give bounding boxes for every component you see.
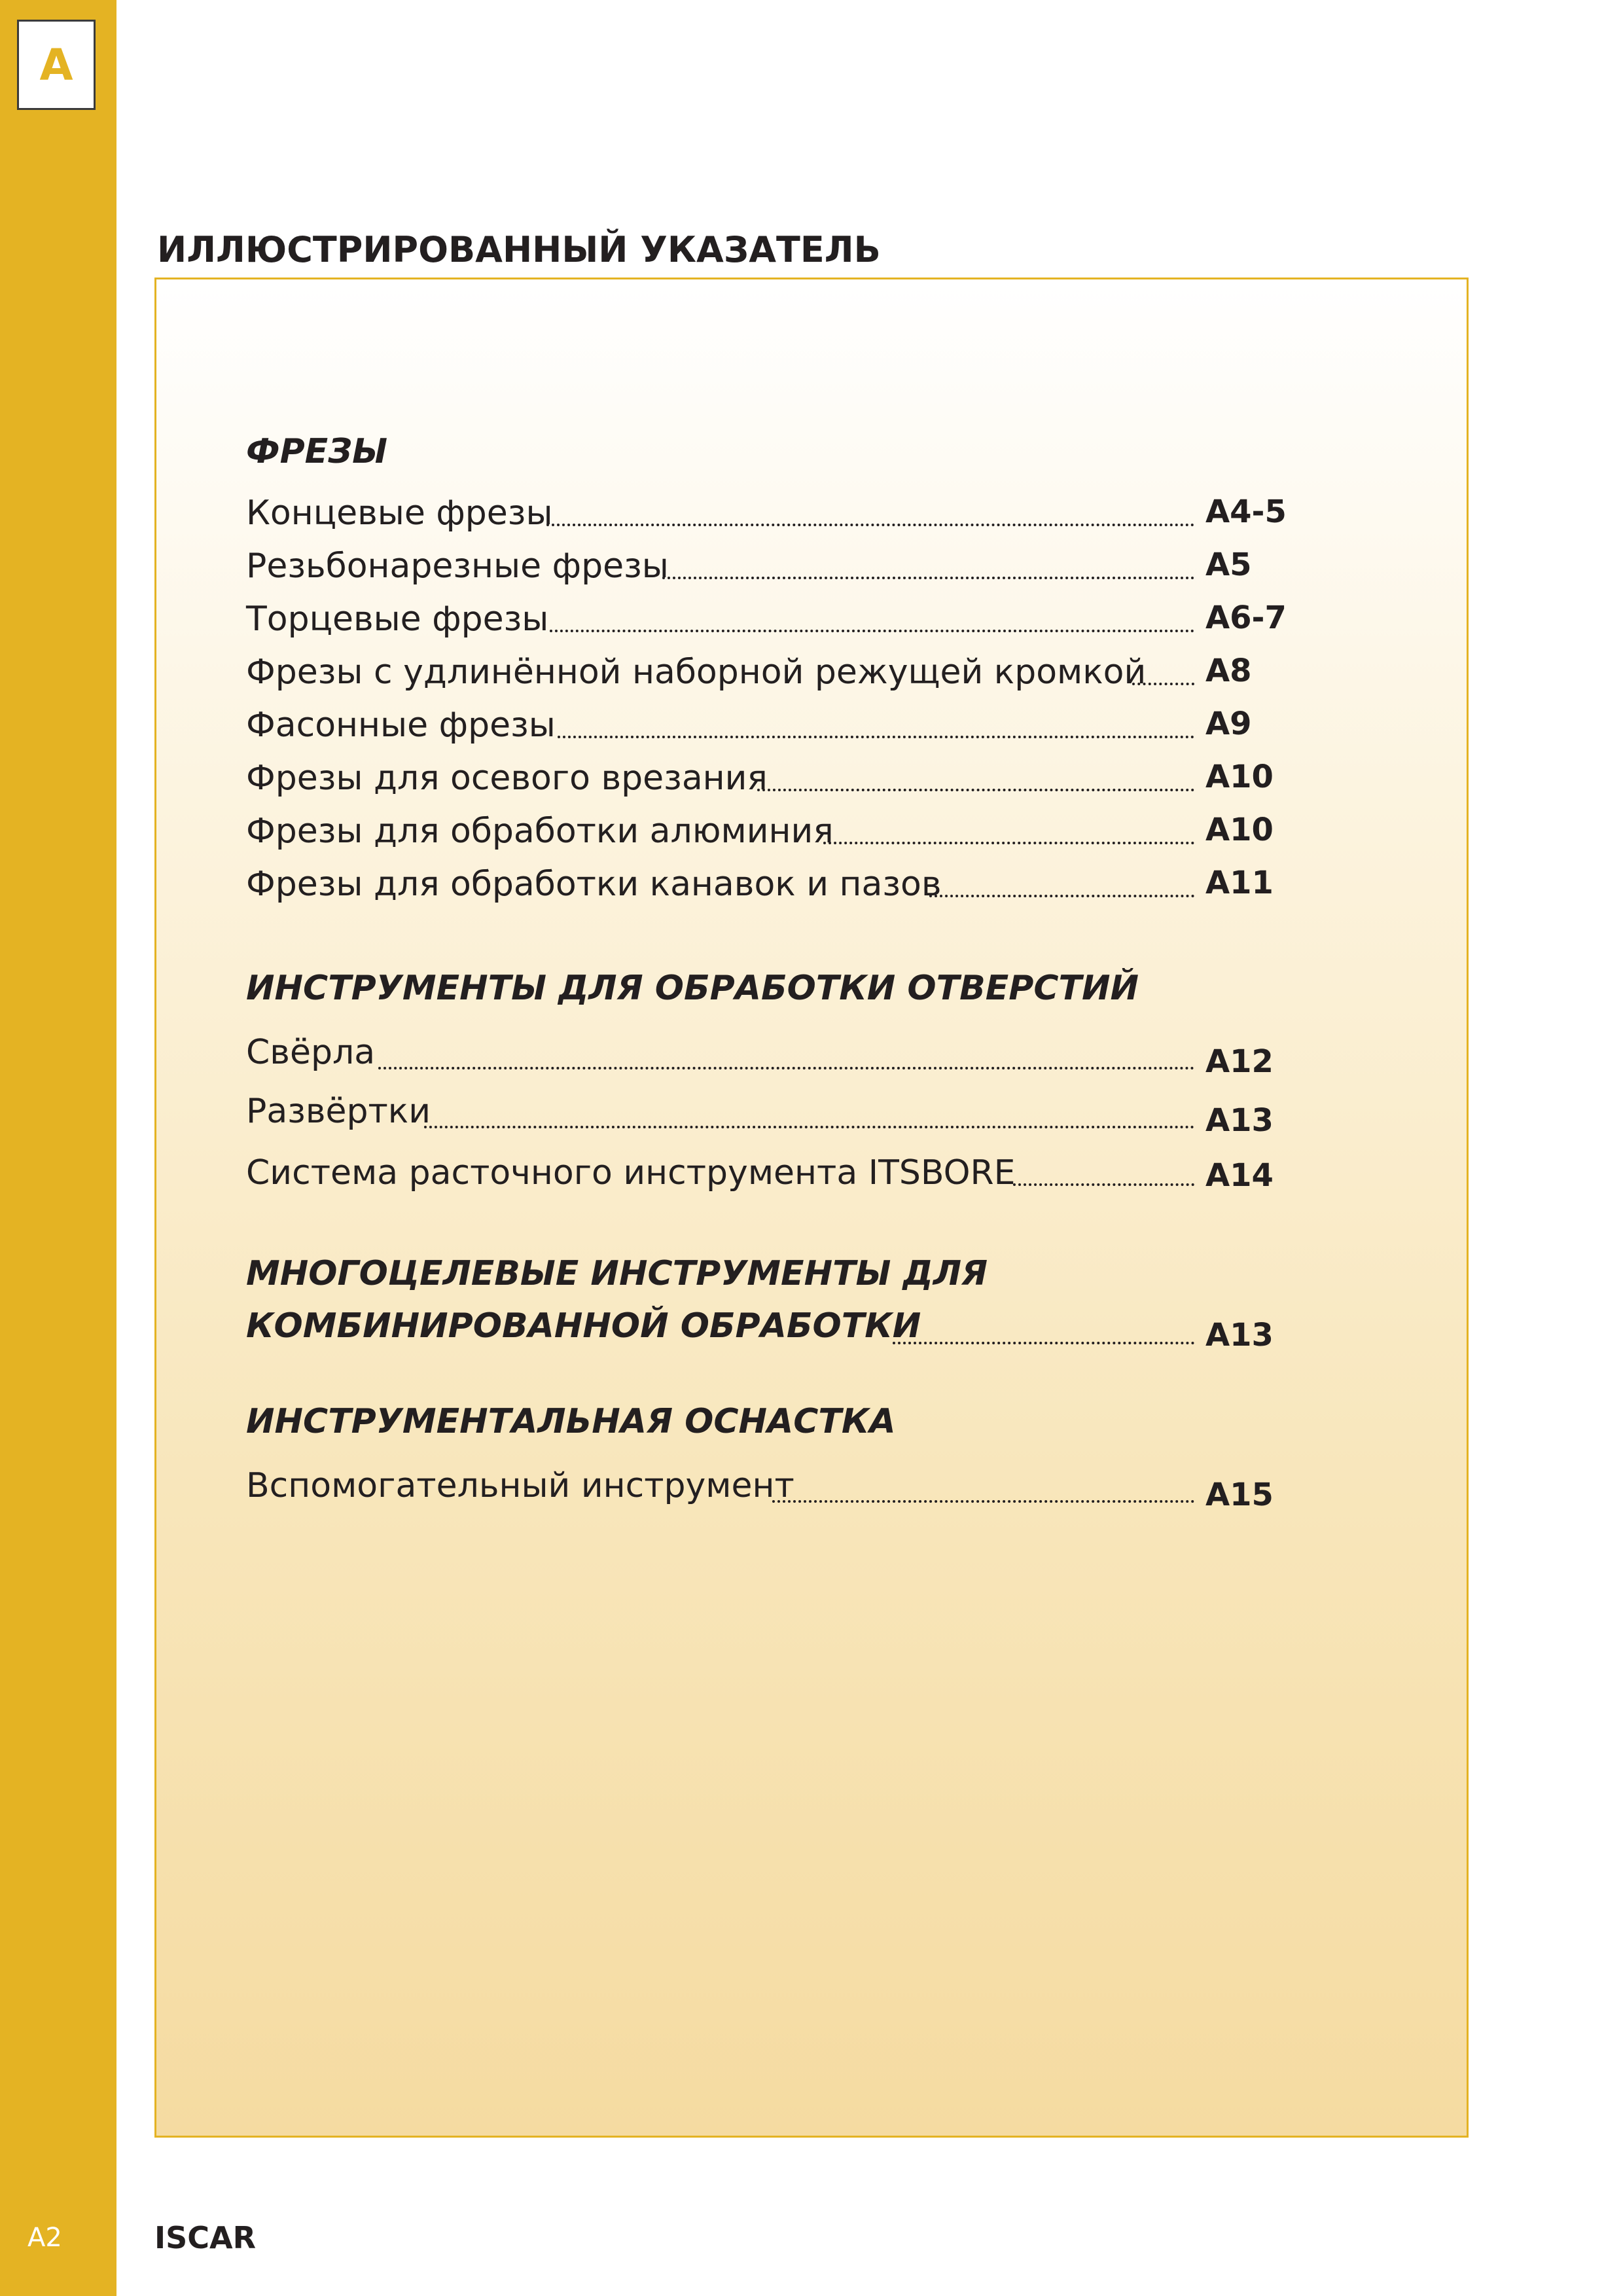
footer-page-number: A2	[27, 2223, 62, 2253]
dot-leader	[823, 842, 1194, 844]
index-entry-page[interactable]: A13	[1205, 1317, 1274, 1354]
section-heading-tooling: ИНСТРУМЕНТАЛЬНАЯ ОСНАСТКА	[246, 1402, 896, 1441]
page-title: ИЛЛЮСТРИРОВАННЫЙ УКАЗАТЕЛЬ	[157, 229, 881, 270]
dot-leader	[378, 1067, 1194, 1069]
index-entry-page[interactable]: A11	[1205, 865, 1274, 901]
dot-leader	[757, 789, 1194, 791]
index-entry-label[interactable]: Фасонные фрезы	[246, 706, 556, 745]
index-entry-label[interactable]: Вспомогательный инструмент	[246, 1466, 794, 1505]
section-heading-milling: ФРЕЗЫ	[246, 432, 388, 471]
index-entry-page[interactable]: A8	[1205, 653, 1252, 689]
index-entry-label[interactable]: Фрезы для осевого врезания	[246, 759, 768, 798]
index-entry-label[interactable]: Фрезы с удлинённой наборной режущей кромкой	[246, 653, 1147, 692]
section-letter-badge: A	[17, 20, 96, 110]
index-entry-page[interactable]: A14	[1205, 1157, 1274, 1194]
dot-leader	[662, 577, 1194, 579]
dot-leader	[772, 1500, 1194, 1503]
dot-leader	[1132, 683, 1194, 685]
index-entry-label[interactable]: Резьбонарезные фрезы	[246, 547, 669, 586]
index-entry-label[interactable]: Концевые фрезы	[246, 493, 553, 533]
index-entry-page[interactable]: A10	[1205, 759, 1274, 795]
dot-leader	[1013, 1183, 1194, 1186]
dot-leader	[893, 1342, 1194, 1344]
dot-leader	[558, 736, 1194, 738]
section-heading-multitask-line1: МНОГОЦЕЛЕВЫЕ ИНСТРУМЕНТЫ ДЛЯ	[246, 1254, 988, 1293]
section-heading-holemaking: ИНСТРУМЕНТЫ ДЛЯ ОБРАБОТКИ ОТВЕРСТИЙ	[246, 969, 1139, 1008]
index-entry-label[interactable]: Фрезы для обработки алюминия	[246, 812, 834, 851]
index-entry-page[interactable]: A5	[1205, 547, 1252, 583]
section-heading-multitask-line2: КОМБИНИРОВАННОЙ ОБРАБОТКИ	[246, 1306, 921, 1346]
index-entry-label[interactable]: Торцевые фрезы	[246, 600, 549, 639]
index-entry-page[interactable]: A9	[1205, 706, 1252, 742]
index-entry-page[interactable]: A12	[1205, 1043, 1274, 1080]
index-entry-page[interactable]: A15	[1205, 1477, 1274, 1513]
side-color-strip	[0, 0, 116, 2296]
dot-leader	[929, 895, 1194, 897]
dot-leader	[546, 524, 1194, 526]
index-entry-label[interactable]: Развёртки	[246, 1092, 431, 1131]
index-entry-label[interactable]: Система расточного инструмента ITSBORE	[246, 1153, 1016, 1193]
index-entry-label[interactable]: Свёрла	[246, 1033, 376, 1072]
index-entry-page[interactable]: A13	[1205, 1102, 1274, 1139]
index-entry-page[interactable]: A4-5	[1205, 493, 1287, 530]
index-entry-page[interactable]: A6-7	[1205, 600, 1287, 636]
index-entry-page[interactable]: A10	[1205, 812, 1274, 848]
dot-leader	[550, 630, 1194, 632]
footer-brand-logo: ISCAR	[154, 2220, 257, 2255]
index-entry-label[interactable]: Фрезы для обработки канавок и пазов	[246, 865, 942, 904]
dot-leader	[424, 1126, 1194, 1128]
